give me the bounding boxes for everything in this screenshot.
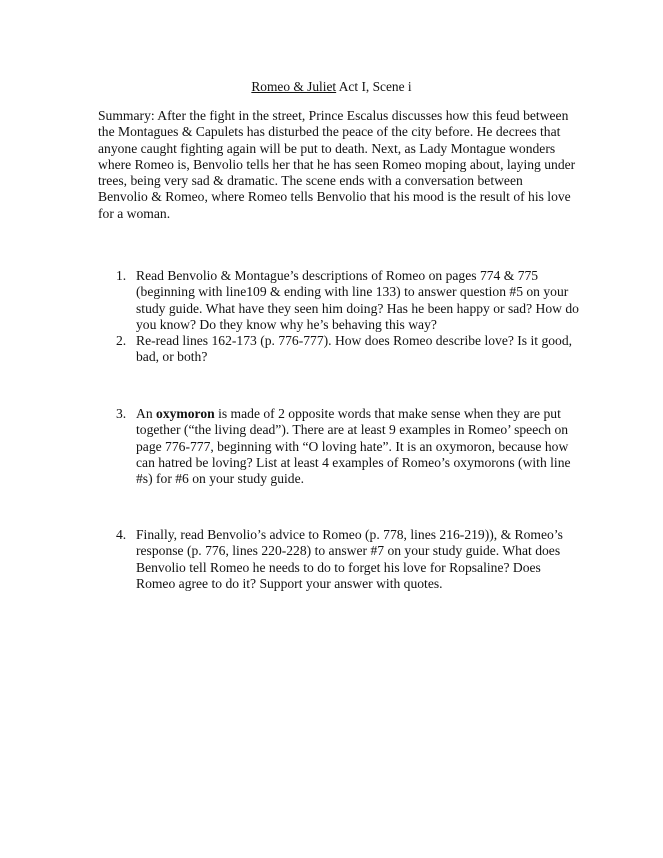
question-number: 1.: [116, 268, 127, 283]
question-number: 2.: [116, 333, 127, 348]
question-text: Re-read lines 162-173 (p. 776-777). How does Romeo describe love? Is it good, bad, or both?: [136, 333, 573, 365]
question-prefix: An: [136, 406, 157, 421]
title-play-name: Romeo & Juliet: [251, 79, 337, 94]
question-number: 4.: [116, 527, 127, 542]
question-number: 3.: [116, 406, 127, 421]
question-body: is made of 2 opposite words that make sense when they are put together (“the living dead”). There are at least 9 examples in Romeo’ speech on page 776-777, beginning with “O loving hate”. It is an oxymoron, because how can hatred be loving? List at least 4 examples of Romeo’s oxymorons (with line #s) for #6 on your study guide.: [136, 406, 571, 487]
summary-paragraph: Summary: After the fight in the street, Prince Escalus discusses how this feud between the Montagues & Capulets has disturbed the peace of the city before. He decrees that anyone caught fighting again will be put to death. Next, as Lady Montague wonders where Romeo is, Benvolio tells her that he has seen Romeo moping about, laying under trees, being very sad & dramatic. The scene ends with a conversation between Benvolio & Romeo, where Romeo tells Benvolio that his mood is the result of his love for a woman.: [98, 108, 576, 221]
title-act-scene: Act I, Scene i: [336, 79, 412, 94]
page-title: [0, 79, 663, 95]
question-text: [136, 406, 580, 487]
question-text: Finally, read Benvolio’s advice to Romeo (p. 778, lines 216-219)), & Romeo’s response (p. 776, lines 220-228) to answer #7 on your study guide. What does Benvolio tell Romeo he needs to do to forget his love for Ropsaline? Does Romeo agree to do it? Support your answer with quotes.: [136, 527, 563, 591]
oxymoron-term: oxymoron: [156, 406, 215, 421]
question-text: Read Benvolio & Montague’s descriptions of Romeo on pages 774 & 775 (beginning with line109 & ending with line 133) to answer question #5 on your study guide. What have they seen him doing? Has he been happy or sad? How do you know? Do they know why he’s behaving this way?: [136, 268, 579, 332]
